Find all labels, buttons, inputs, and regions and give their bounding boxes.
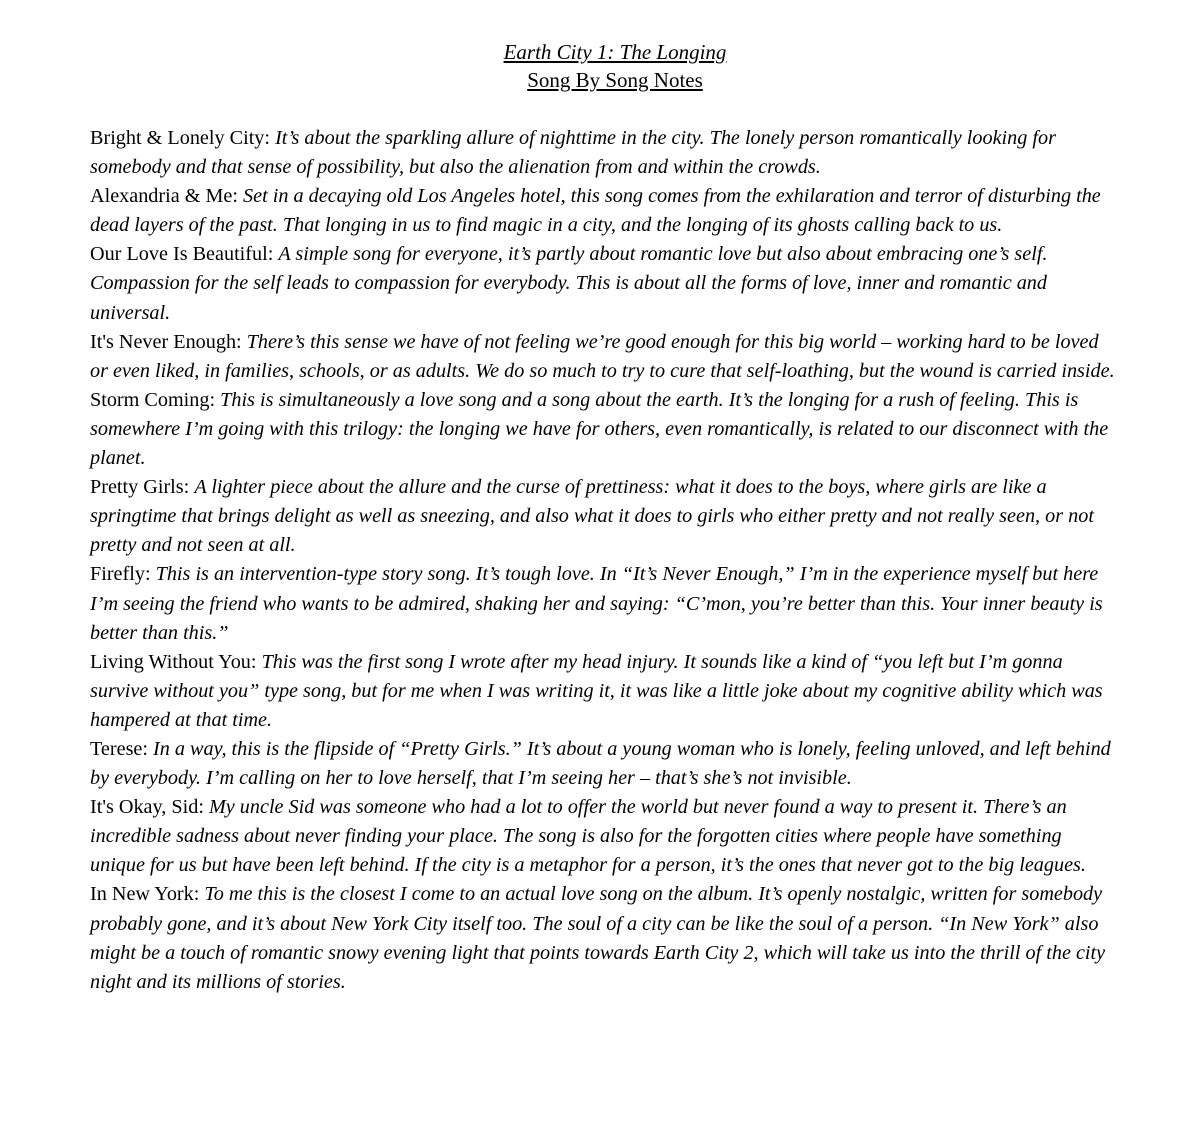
song-description: To me this is the closest I come to an actual love song on the album. It’s openly nostalgic, written for somebody probably gone, and it’s about New York City itself too. The soul of a city can be like the soul of a person. “In New York” also might be a touch of romantic snowy evening light that points towards Earth City 2, which will take us into the thrill of the city night and its millions of stories.: [90, 883, 1106, 993]
song-title: It's Never Enough: [90, 330, 237, 353]
song-separator: :: [144, 563, 156, 586]
song-separator: :: [198, 796, 209, 819]
song-description: My uncle Sid was someone who had a lot to offer the world but never found a way to present it. There’s an incredible sadness about never finding your place. The song is also for the forgotten cities where people have something unique for us but have been left behind. If the city is a metaphor for a person, it’s the ones that never got to the big leagues.: [90, 796, 1086, 877]
song-title: Alexandria & Me: [90, 185, 233, 208]
song-separator: :: [193, 883, 205, 906]
song-separator: :: [142, 737, 154, 760]
song-separator: :: [264, 127, 276, 149]
song-title: Terese: [90, 737, 143, 760]
song-description: Set in a decaying old Los Angeles hotel, this song comes from the exhilaration and terror of disturbing the dead layers of the past. That longing in us to find magic in a city, and the longing of its ghosts calling back to us.: [90, 185, 1101, 237]
song-separator: :: [236, 330, 247, 353]
song-title: Pretty Girls: [90, 476, 184, 499]
song-note: [90, 560, 1120, 647]
song-note: [90, 182, 1120, 240]
song-separator: :: [267, 243, 279, 266]
song-note: [90, 648, 1120, 735]
song-note: [90, 735, 1120, 793]
document-header: [90, 38, 1120, 94]
song-note: [90, 880, 1120, 996]
song-separator: :: [232, 185, 244, 208]
song-description: It’s about the sparkling allure of nighttime in the city. The lonely person romantically looking for somebody and that sense of possibility, but also the alienation from and within the crowds.: [90, 127, 1056, 179]
document-subtitle: Song By Song Notes: [527, 68, 703, 92]
song-note: [90, 240, 1120, 327]
song-description: A simple song for everyone, it’s partly about romantic love but also about embracing one’s self. Compassion for the self leads to compassion for everybody. This is about all the forms of love, inner and romantic and universal.: [90, 243, 1048, 324]
song-title: Storm Coming: [90, 388, 210, 411]
song-title: In New York: [90, 883, 194, 906]
song-note: [90, 124, 1120, 182]
song-title: Bright & Lonely City: [90, 127, 265, 149]
song-description: This is an intervention-type story song. It’s tough love. In “It’s Never Enough,” I’m in the experience myself but here I’m seeing the friend who wants to be admired, shaking her and saying: “C’mon, you’re better than this. Your inner beauty is better than this.”: [90, 563, 1103, 644]
document-title: Earth City 1: The Longing: [503, 40, 727, 64]
song-note: [90, 386, 1120, 473]
song-description: A lighter piece about the allure and the curse of prettiness: what it does to the boys, where girls are like a springtime that brings delight as well as sneezing, and also what it does to girls who either pretty and not really seen, or not pretty and not seen at all.: [90, 476, 1094, 557]
song-title: Our Love Is Beautiful: [90, 243, 268, 266]
song-notes-list: [90, 124, 1120, 997]
song-separator: :: [250, 650, 262, 673]
song-description: In a way, this is the flipside of “Pretty Girls.” It’s about a young woman who is lonely, feeling unloved, and left behind by everybody. I’m calling on her to love herself, that I’m seeing her – that’s she’s not invisible.: [90, 737, 1111, 790]
song-separator: :: [183, 476, 195, 499]
song-separator: :: [209, 388, 221, 411]
song-note: [90, 473, 1120, 560]
song-note: [90, 793, 1120, 880]
song-title: Living Without You: [90, 650, 251, 673]
song-description: There’s this sense we have of not feeling we’re good enough for this big world – working hard to be loved or even liked, in families, schools, or as adults. We do so much to try to cure that self-loathing, but the wound is carried inside.: [90, 330, 1115, 382]
song-description: This was the first song I wrote after my head injury. It sounds like a kind of “you left but I’m gonna survive without you” type song, but for me when I was writing it, it was like a little joke about my cognitive ability which was hampered at that time.: [90, 650, 1103, 731]
song-description: This is simultaneously a love song and a song about the earth. It’s the longing for a rush of feeling. This is somewhere I’m going with this trilogy: the longing we have for others, even romantically, is related to our disconnect with the planet.: [90, 388, 1109, 470]
song-note: [90, 328, 1120, 386]
song-title: Firefly: [90, 563, 145, 586]
song-title: It's Okay, Sid: [90, 796, 199, 819]
